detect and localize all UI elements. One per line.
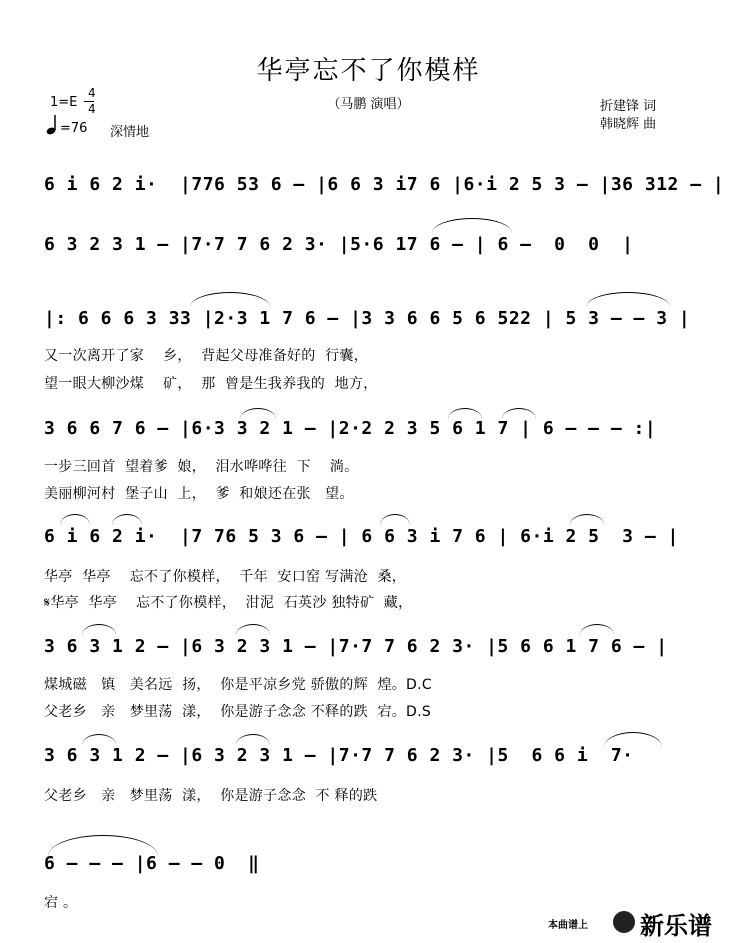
notation-line-1: 6 i 6 2 i· |776 53 6 – |6 6 3 i7 6 |6·i 2 5 3 – |36 312 – | [44, 174, 725, 195]
brand-logo: 新乐谱 [640, 912, 712, 940]
slur-arc [380, 514, 410, 525]
lyricist-credit: 折建锋 词 [600, 99, 657, 114]
notation-line-2: 6 3 2 3 1 – |7·7 7 6 2 3· |5·6 17 6 – | 6 – 0 0 | [44, 234, 634, 255]
lyric-line-6b: 父老乡 亲 梦里荡 漾， 你是游子念念 不释的跌 宕。D.S [44, 704, 432, 720]
slur-arc [82, 734, 116, 745]
slur-arc [190, 292, 270, 307]
slur-arc [604, 732, 662, 747]
notation-line-7: 3 6 3 1 2 – |6 3 2 3 1 – |7·7 7 6 2 3· |5 6 6 i 7· [44, 745, 645, 766]
composer-credit: 韩晓辉 曲 [600, 117, 657, 132]
lyric-line-3a: 又一次离开了家 乡， 背起父母准备好的 行囊， [44, 348, 368, 364]
notation-line-6: 3 6 3 1 2 – |6 3 2 3 1 – |7·7 7 6 2 3· |5 6 6 1 7 6 – | [44, 636, 668, 657]
slur-arc [502, 408, 536, 419]
slur-arc [112, 514, 142, 525]
footer-note: 本曲谱上 [548, 920, 588, 931]
key-signature: 1=E [50, 95, 78, 110]
lyric-line-4a: 一步三回首 望着爹 娘， 泪水哗哗往 下 淌。 [44, 459, 359, 475]
slur-arc [82, 624, 116, 635]
tie-arc [432, 218, 512, 233]
tempo-marking: =76 [60, 121, 88, 136]
lyric-line-4b: 美丽柳河村 堡子山 上， 爹 和娘还在张 望。 [44, 486, 354, 502]
slur-arc [580, 624, 614, 635]
slur-arc [60, 514, 90, 525]
time-signature-bottom: 4 [88, 102, 96, 116]
slur-arc [570, 514, 604, 525]
slur-arc [236, 734, 270, 745]
tie-arc [586, 292, 670, 307]
lyric-line-5a: 华亭 华亭 忘不了你模样， 千年 安口窑 写满沧 桑， [44, 569, 407, 585]
lyric-line-5b: 𝄋华亭 华亭 忘不了你模样， 泔泥 石英沙 独特矿 藏， [44, 595, 413, 611]
notation-line-4: 3 6 6 7 6 – |6·3 3 2 1 – |2·2 2 3 5 6 1 7 | 6 – – – :| [44, 418, 657, 439]
performer-subtitle: （马鹏 演唱） [327, 97, 410, 112]
lyric-line-8: 宕 。 [44, 895, 78, 911]
expression-marking: 深情地 [110, 125, 150, 140]
time-signature-divider [84, 101, 94, 102]
lyric-line-6a: 煤城磁 镇 美名远 扬， 你是平凉乡党 骄傲的辉 煌。D.C [44, 677, 432, 693]
quarter-note-icon [46, 114, 60, 140]
song-title: 华亭忘不了你模样 [256, 56, 481, 86]
lyric-line-7: 父老乡 亲 梦里荡 漾， 你是游子念念 不 释的跌 [44, 788, 378, 804]
notation-line-3: |: 6 6 6 3 33 |2·3 1 7 6 – |3 3 6 6 5 6 522 | 5 3 – – 3 | [44, 308, 691, 329]
notation-line-8: 6 – – – |6 – – 0 ‖ [44, 853, 260, 874]
lyric-line-3b: 望一眼大柳沙煤 矿， 那 曾是生我养我的 地方， [44, 376, 378, 392]
notation-line-5: 6 i 6 2 i· |7 76 5 3 6 – | 6 6 3 i 7 6 | 6·i 2 5 3 – | [44, 526, 679, 547]
time-signature-top: 4 [88, 86, 96, 100]
music-disc-icon [613, 911, 635, 933]
slur-arc [236, 624, 270, 635]
slur-arc [240, 408, 276, 419]
slur-arc [448, 408, 482, 419]
